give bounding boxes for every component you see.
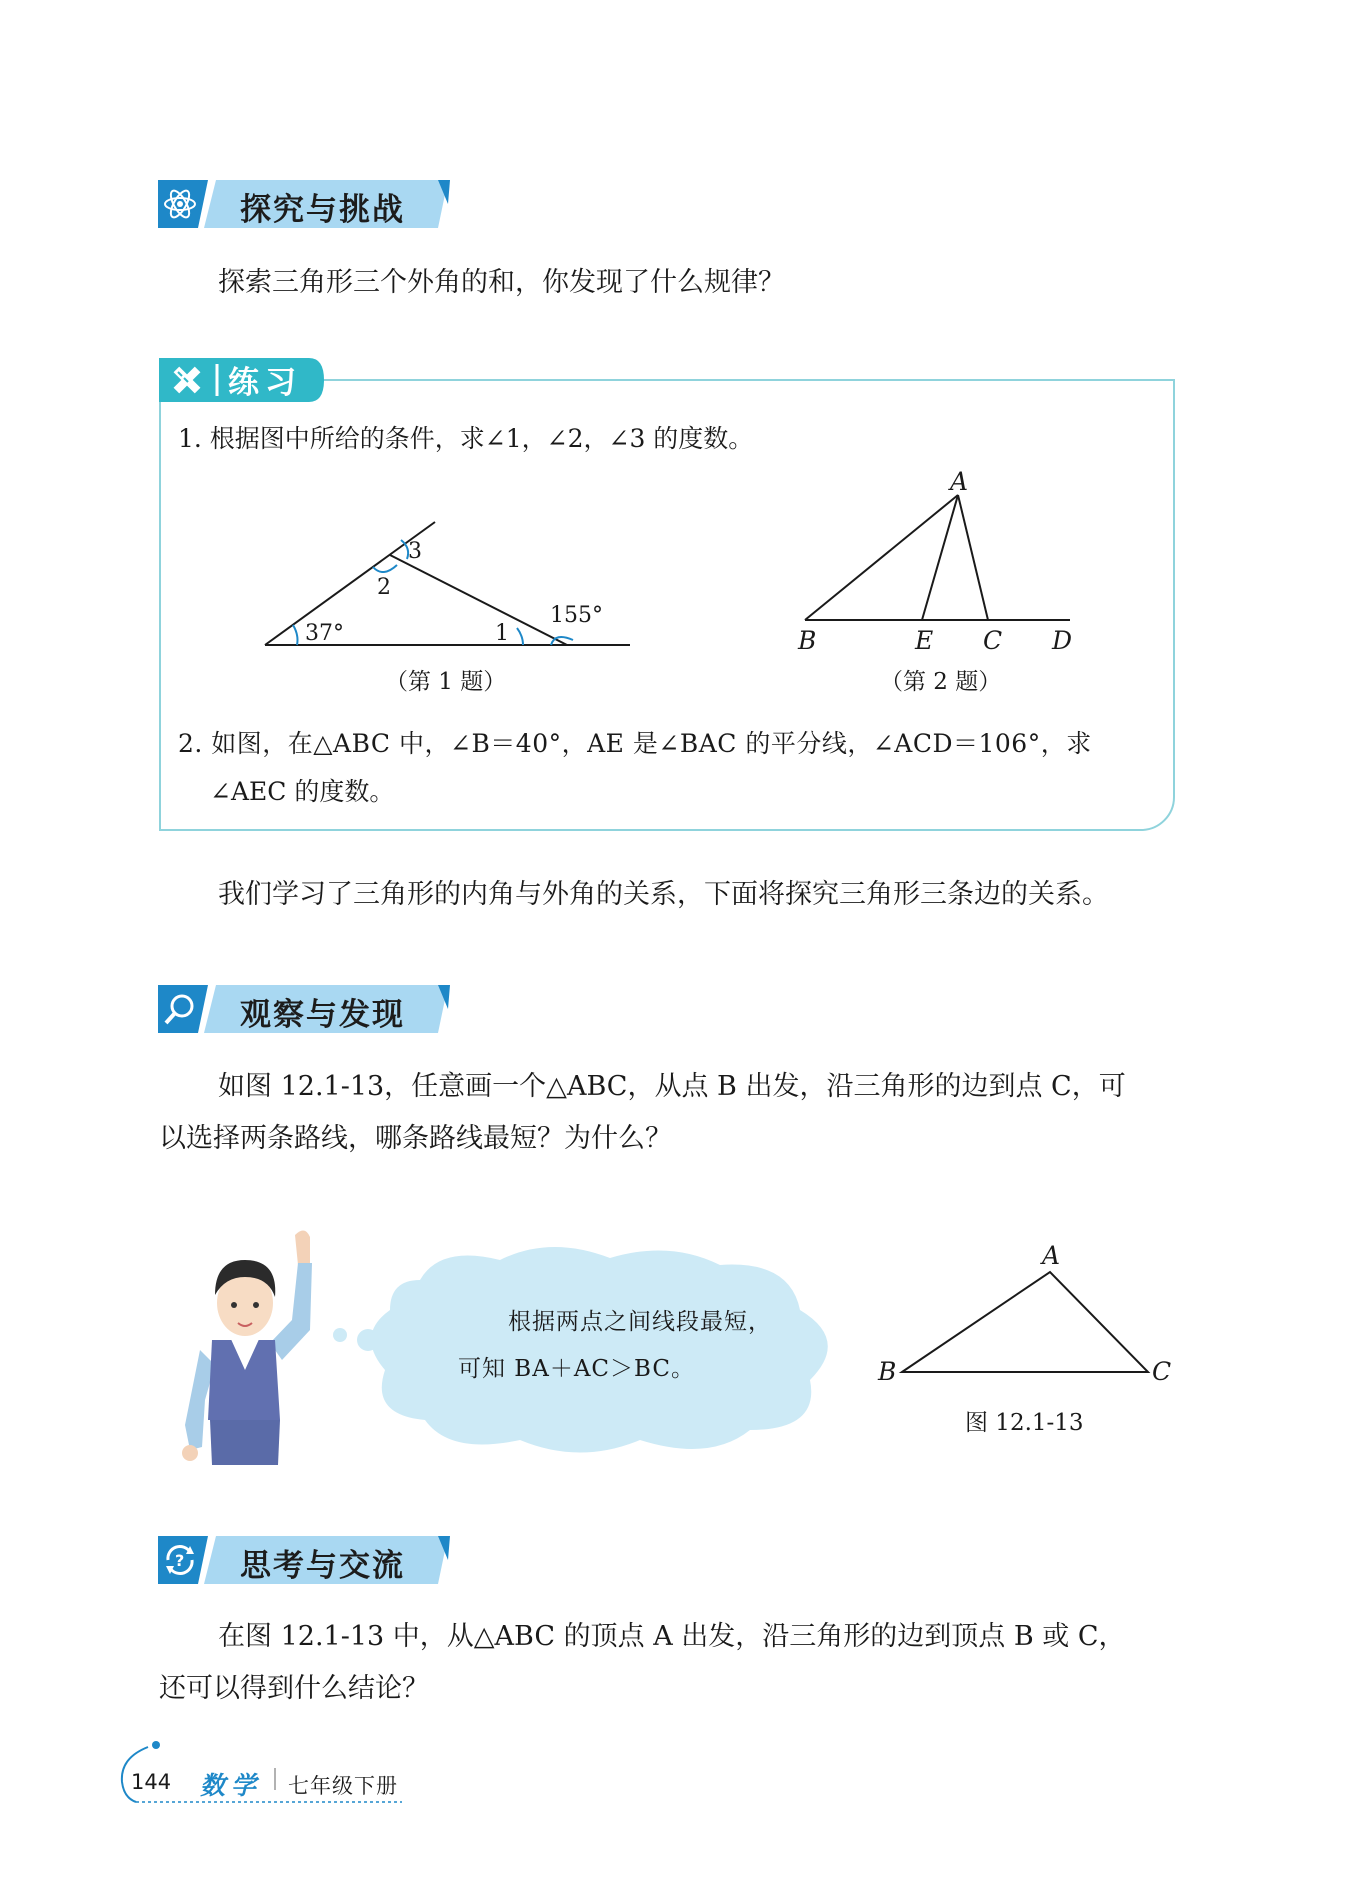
angle-arc-37 bbox=[293, 625, 298, 645]
observe-text-line1: 如图 12.1-13，任意画一个△ABC，从点 B 出发，沿三角形的边到点 C，可 bbox=[218, 1071, 1126, 1102]
vertex-label-a: A bbox=[950, 467, 969, 496]
angle-arc-2 bbox=[373, 565, 397, 572]
bubble-text-line1: 根据两点之间线段最短， bbox=[508, 1309, 772, 1335]
vertex-label-b: B bbox=[798, 626, 817, 655]
vertex-label-a: A bbox=[1042, 1241, 1061, 1270]
vertex-label-c: C bbox=[1152, 1357, 1172, 1386]
figure-q2 bbox=[790, 465, 1080, 655]
section-header-observe bbox=[158, 985, 458, 1033]
exercise-title: 练习 bbox=[228, 365, 302, 401]
angle-arc-155 bbox=[551, 637, 573, 645]
vertex-label-e: E bbox=[915, 626, 934, 655]
triangle-abc bbox=[902, 1272, 1148, 1372]
angle-label-155: 155° bbox=[550, 603, 603, 628]
angle-label-37: 37° bbox=[305, 621, 344, 646]
transition-text: 我们学习了三角形的内角与外角的关系，下面将探究三角形三条边的关系。 bbox=[218, 879, 1109, 910]
observe-text-line2: 以选择两条路线，哪条路线最短？为什么？ bbox=[159, 1123, 672, 1154]
angle-label-3: 3 bbox=[408, 539, 422, 564]
section-header-think bbox=[158, 1536, 458, 1584]
exercise-q2-line1: 2. 如图，在△ABC 中，∠B＝40°，AE 是∠BAC 的平分线，∠ACD＝106°，求 bbox=[178, 729, 1092, 758]
angle-arc-1 bbox=[517, 628, 523, 645]
section-title: 探究与挑战 bbox=[240, 192, 405, 228]
figure-12-1-13 bbox=[870, 1240, 1180, 1390]
exercise-q2-line2: ∠AEC 的度数。 bbox=[210, 777, 395, 806]
right-side bbox=[390, 555, 567, 645]
figure-q1-caption: （第 1 题） bbox=[385, 669, 507, 695]
explore-text: 探索三角形三个外角的和，你发现了什么规律？ bbox=[218, 267, 785, 298]
page-number: 144 bbox=[131, 1770, 172, 1794]
line-ba bbox=[805, 495, 958, 620]
section-title: 思考与交流 bbox=[240, 1548, 405, 1584]
angle-label-1: 1 bbox=[495, 621, 509, 646]
figure-q1 bbox=[255, 510, 635, 660]
think-text-line2: 还可以得到什么结论？ bbox=[159, 1673, 429, 1704]
footer-subject: 数学 bbox=[200, 1771, 263, 1800]
pencil-ruler-icon bbox=[168, 362, 206, 398]
bubble-text-line2: 可知 BA＋AC＞BC。 bbox=[458, 1356, 695, 1382]
student-illustration bbox=[160, 1225, 320, 1465]
footer-grade: 七年级下册 bbox=[288, 1774, 398, 1798]
figure-12-1-13-caption: 图 12.1-13 bbox=[965, 1410, 1084, 1436]
vertex-label-d: D bbox=[1052, 626, 1073, 655]
vertex-label-c: C bbox=[983, 626, 1003, 655]
exercise-q1: 1. 根据图中所给的条件，求∠1，∠2，∠3 的度数。 bbox=[178, 424, 754, 453]
atom-icon bbox=[162, 186, 198, 222]
svg-text:?: ? bbox=[175, 1551, 185, 1570]
magnifier-icon bbox=[162, 991, 198, 1027]
section-header-explore bbox=[158, 180, 458, 228]
figure-q2-caption: （第 2 题） bbox=[880, 669, 1002, 695]
line-ae bbox=[922, 495, 958, 620]
vertex-label-b: B bbox=[878, 1357, 897, 1386]
think-text-line1: 在图 12.1-13 中，从△ABC 的顶点 A 出发，沿三角形的边到顶点 B 或 C， bbox=[218, 1621, 1126, 1652]
angle-label-2: 2 bbox=[377, 575, 391, 600]
line-ac bbox=[958, 495, 988, 620]
section-title: 观察与发现 bbox=[240, 997, 405, 1033]
question-cycle-icon bbox=[162, 1542, 198, 1578]
